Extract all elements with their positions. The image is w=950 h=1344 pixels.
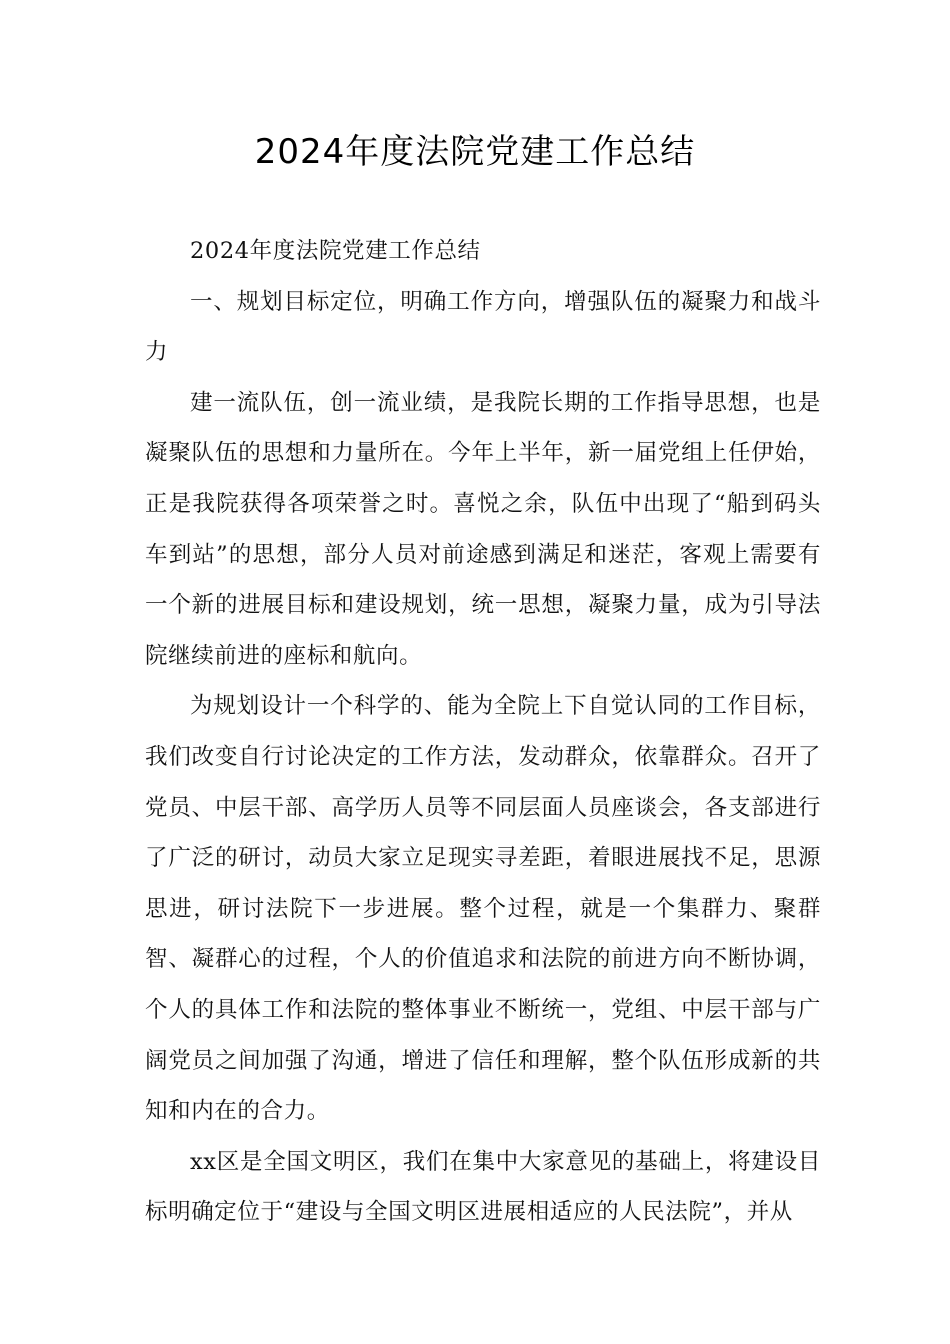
document-body bbox=[145, 226, 821, 1238]
paragraph-section-heading: 一、规划目标定位，明确工作方向，增强队伍的凝聚力和战斗力 bbox=[145, 288, 821, 366]
paragraph-body: 为规划设计一个科学的、能为全院上下自觉认同的工作目标，我们改变自行讨论决定的工作方法，发动群众，依靠群众。召开了党员、中层干部、高学历人员等不同层面人员座谈会，各支部进行了广泛的研讨，动员大家立足现实寻差距，着眼进展找不足，思源思进，研讨法院下一步进展。整个过程，就是一个集群力、聚群智、凝群心的过程，个人的价值追求和法院的前进方向不断协调，个人的具体工作和法院的整体事业不断统一，党组、中层干部与广阔党员之间加强了沟通，增进了信任和理解，整个队伍形成新的共知和内在的合力。 bbox=[145, 693, 821, 1125]
paragraph-subtitle: 2024年度法院党建工作总结 bbox=[190, 238, 481, 264]
document-title: 2024年度法院党建工作总结 bbox=[254, 132, 696, 172]
paragraph-body: 建一流队伍，创一流业绩，是我院长期的工作指导思想，也是凝聚队伍的思想和力量所在。今年上半年，新一届党组上任伊始，正是我院获得各项荣誉之时。喜悦之余，队伍中出现了“船到码头车到站”的思想，部分人员对前途感到满足和迷茫，客观上需要有一个新的进展目标和建设规划，统一思想，凝聚力量，成为引导法院继续前进的座标和航向。 bbox=[145, 389, 821, 669]
paragraph-body: xx区是全国文明区，我们在集中大家意见的基础上，将建设目标明确定位于“建设与全国文明区进展相适应的人民法院”，并从 bbox=[145, 1148, 821, 1226]
